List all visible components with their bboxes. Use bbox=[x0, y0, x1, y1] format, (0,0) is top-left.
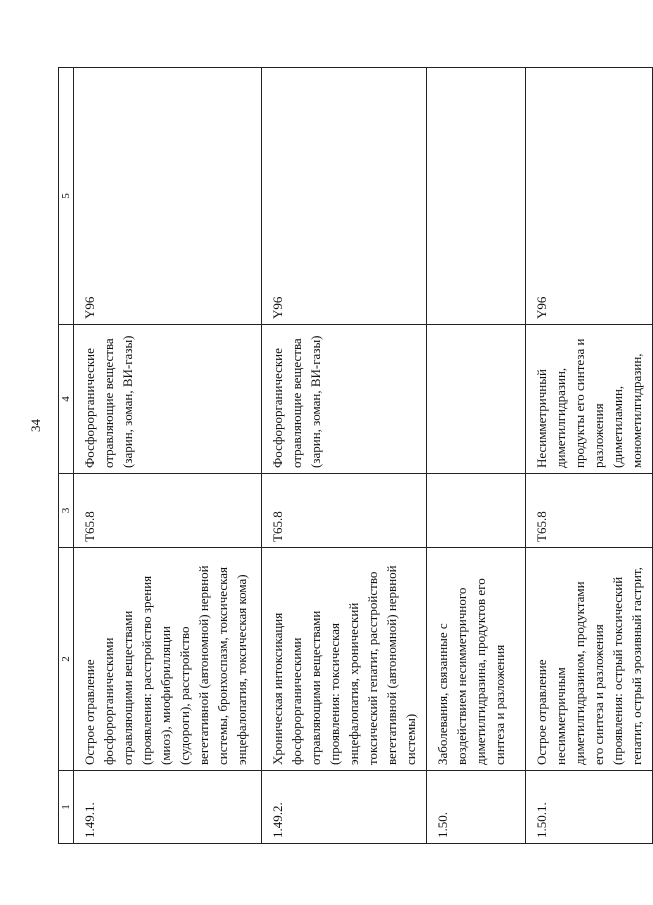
disease-cell: Острое отравление несимметричным диметилгидразином, продуктами его синтеза и разложения (проявления: острый токсический гепатит, острый эрозивный гастрит, bbox=[526, 548, 653, 771]
column-header-2: 2 bbox=[59, 548, 74, 771]
column-header-3: 3 bbox=[59, 474, 74, 548]
disease-cell: Острое отравление фосфорорганическими отравляющими веществами (проявления: расстройство зрения (миоз), миофибрилляции (судороги), расстройство вегетативной (автономной) нервной системы, бронхоспазм, токсическая энцефалопатия, токсическая кома) bbox=[74, 548, 262, 771]
icd-code-cell: Т65.8 bbox=[262, 474, 427, 548]
icd-code-cell: Т65.8 bbox=[526, 474, 653, 548]
external-cause-cell: Y96 bbox=[262, 68, 427, 325]
icd-code-cell bbox=[427, 474, 526, 548]
page-number: 34 bbox=[28, 419, 43, 432]
disease-cell: Хроническая интоксикация фосфорорганическими отравляющими веществами (проявления: токсическая энцефалопатия, хронический токсический гепатит, расстройство вегетативной (автономной) нервной системы) bbox=[262, 548, 427, 771]
external-cause-cell: Y96 bbox=[74, 68, 262, 325]
row-number-cell: 1.49.2. bbox=[262, 771, 427, 844]
row-number-cell: 1.50. bbox=[427, 771, 526, 844]
harmful-agent-cell bbox=[427, 325, 526, 474]
row-number-cell: 1.49.1. bbox=[74, 771, 262, 844]
table-header-row bbox=[59, 68, 74, 844]
disease-table bbox=[58, 67, 653, 844]
column-header-5: 5 bbox=[59, 68, 74, 325]
table-row bbox=[262, 68, 427, 844]
table-row bbox=[427, 68, 526, 844]
disease-cell: Заболевания, связанные с воздействием несимметричного диметилгидразина, продуктов его синтеза и разложения bbox=[427, 548, 526, 771]
external-cause-cell: Y96 bbox=[526, 68, 653, 325]
row-number-cell: 1.50.1. bbox=[526, 771, 653, 844]
harmful-agent-cell: Фосфорорганические отравляющие вещества (зарин, зоман, ВИ-газы) bbox=[262, 325, 427, 474]
icd-code-cell: Т65.8 bbox=[74, 474, 262, 548]
column-header-1: 1 bbox=[59, 771, 74, 844]
rotated-table-wrapper bbox=[58, 68, 644, 844]
table-row bbox=[74, 68, 262, 844]
column-header-4: 4 bbox=[59, 325, 74, 474]
table-row bbox=[526, 68, 653, 844]
external-cause-cell bbox=[427, 68, 526, 325]
harmful-agent-cell: Несимметричный диметилгидразин, продукты его синтеза и разложения (диметиламин, монометилгидразин, bbox=[526, 325, 653, 474]
harmful-agent-cell: Фосфорорганические отравляющие вещества (зарин, зоман, ВИ-газы) bbox=[74, 325, 262, 474]
